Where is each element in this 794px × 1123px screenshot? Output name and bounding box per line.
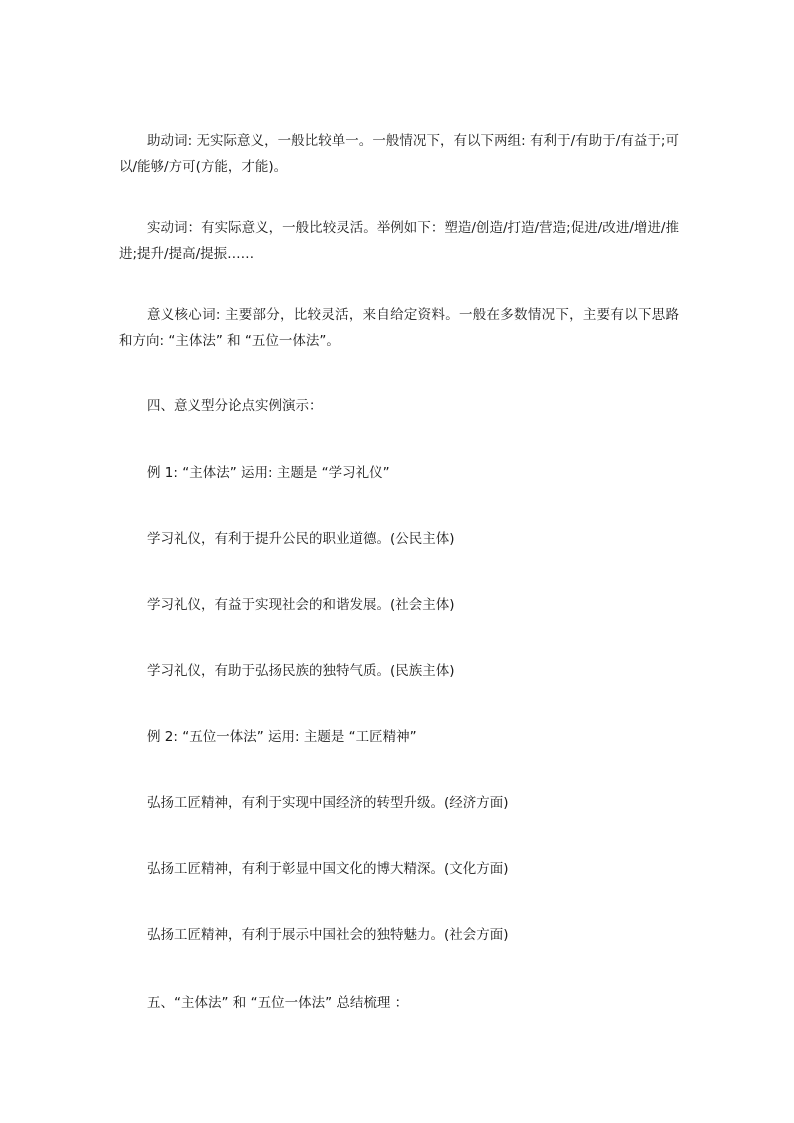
example-1-item: 学习礼仪，有助于弘扬民族的独特气质。(民族主体) <box>147 663 455 679</box>
paragraph-core-words: 意义核心词: 主要部分，比较灵活，来自给定资料。一般在多数情况下，主要有以下思路和方向: “主体法” 和 “五位一体法”。 <box>119 307 679 349</box>
paragraph-auxiliary-verbs: 助动词: 无实际意义，一般比较单一。一般情况下，有以下两组: 有利于/有助于/有益于;可以/能够/方可(方能，才能)。 <box>119 133 679 175</box>
example-2-title: 例 2: “五位一体法” 运用: 主题是 “工匠精神” <box>147 729 417 745</box>
example-1-title: 例 1: “主体法” 运用: 主题是 “学习礼仪” <box>147 465 390 481</box>
example-2-item: 弘扬工匠精神，有利于实现中国经济的转型升级。(经济方面) <box>147 795 509 811</box>
example-2-item: 弘扬工匠精神，有利于彰显中国文化的博大精深。(文化方面) <box>147 861 509 877</box>
example-2-item: 弘扬工匠精神，有利于展示中国社会的独特魅力。(社会方面) <box>147 927 509 943</box>
section-5-heading: 五、“主体法” 和 “五位一体法” 总结梳理 ： <box>147 995 409 1011</box>
example-1-item: 学习礼仪，有益于实现社会的和谐发展。(社会主体) <box>147 597 455 613</box>
section-4-heading: 四、意义型分论点实例演示： <box>147 398 323 414</box>
paragraph-real-verbs: 实动词：有实际意义，一般比较灵活。举例如下：塑造/创造/打造/营造;促进/改进/增进/推进;提升/提高/提振…… <box>119 220 679 262</box>
example-1-item: 学习礼仪，有利于提升公民的职业道德。(公民主体) <box>147 531 455 547</box>
